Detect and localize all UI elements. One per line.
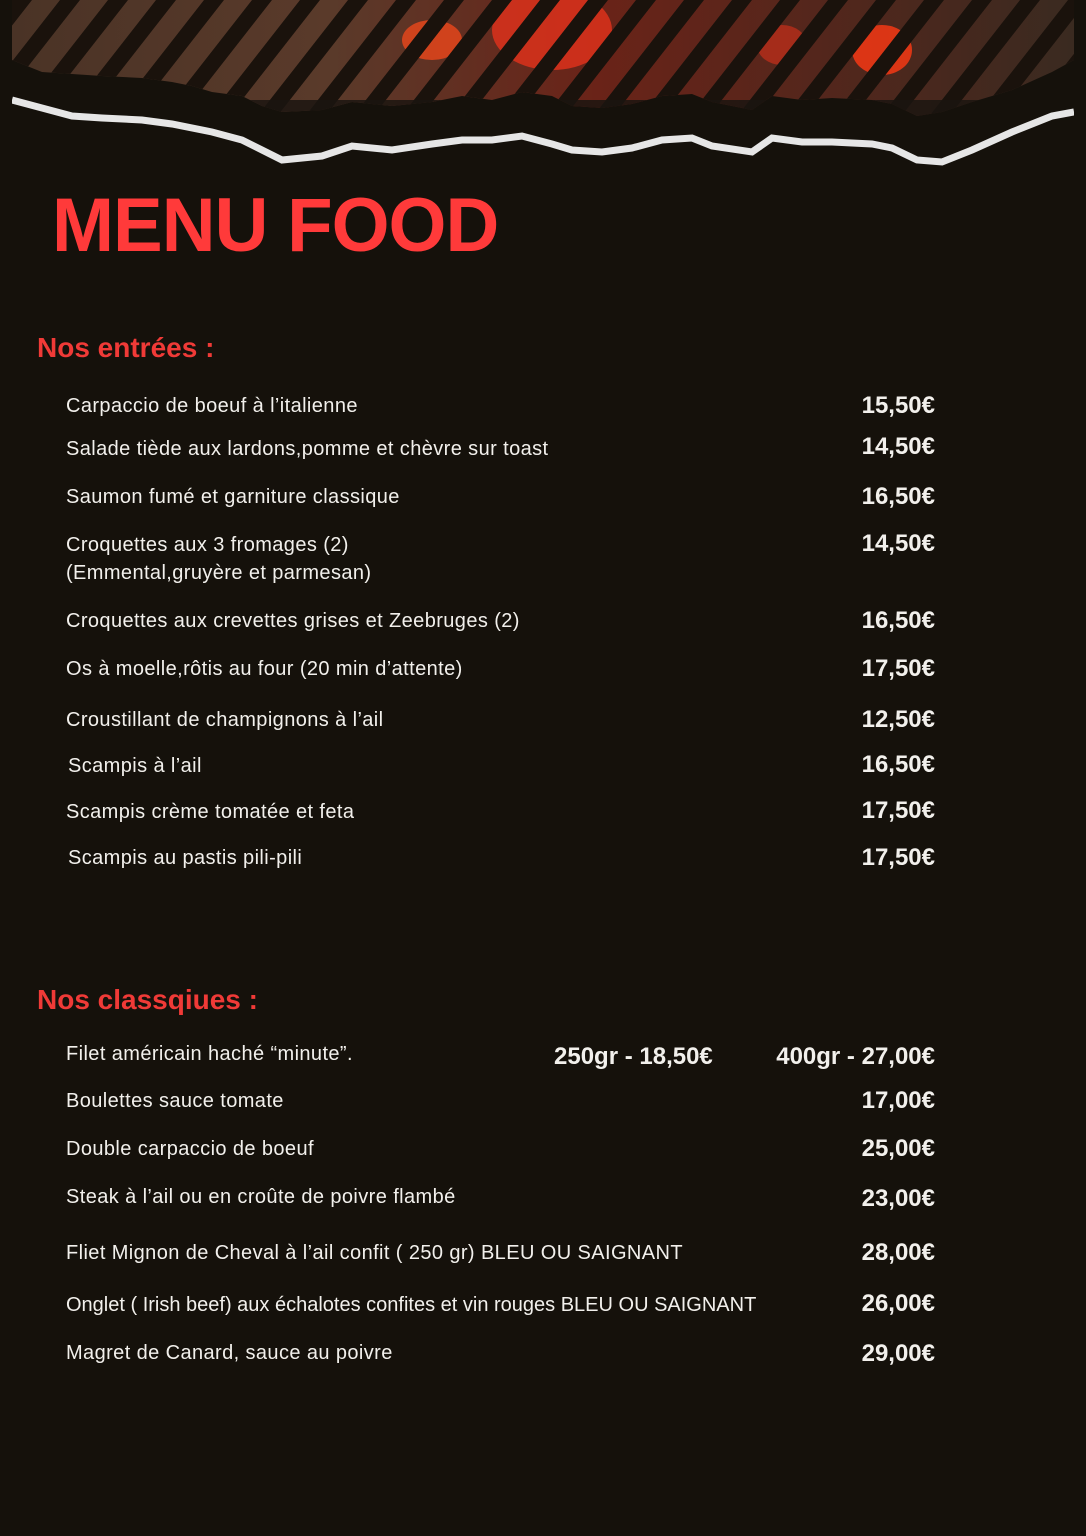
menu-item-price: 29,00€ (861, 1340, 935, 1367)
menu-item-name: Steak à l’ail ou en croûte de poivre flambé (66, 1186, 456, 1208)
menu-item-price: 17,50€ (861, 655, 935, 682)
menu-title: MENU FOOD (52, 183, 499, 268)
menu-item-name: Scampis à l’ail (68, 755, 202, 777)
menu-item-name: Croustillant de champignons à l’ail (66, 709, 384, 731)
menu-item-price: 14,50€ (861, 433, 935, 460)
menu-item-price: 28,00€ (861, 1239, 935, 1266)
menu-item-name: Croquettes aux crevettes grises et Zeebruges (2) (66, 610, 520, 632)
section-heading-classiques: Nos classqiues : (37, 984, 258, 1015)
menu-item-price: 26,00€ (861, 1290, 935, 1317)
menu-item-price: 16,50€ (861, 483, 935, 510)
menu-item-name: Onglet ( Irish beef) aux échalotes confites et vin rouges BLEU OU SAIGNANT (66, 1294, 757, 1316)
menu-item-price: 17,00€ (861, 1087, 935, 1114)
menu-item-price: 16,50€ (861, 607, 935, 634)
menu-item-name: Filet américain haché “minute”. (66, 1043, 353, 1065)
menu-item-name: Carpaccio de boeuf à l’italienne (66, 395, 358, 417)
menu-item-price: 25,00€ (861, 1135, 935, 1162)
menu-item-name: Double carpaccio de boeuf (66, 1138, 314, 1160)
menu-item-name: Os à moelle,rôtis au four (20 min d’attente) (66, 658, 463, 680)
menu-item-name: Boulettes sauce tomate (66, 1090, 284, 1112)
menu-item-price: 12,50€ (861, 706, 935, 733)
menu-item-price: 17,50€ (861, 844, 935, 871)
menu-item-price: 15,50€ (861, 392, 935, 419)
menu-item-name: Scampis crème tomatée et feta (66, 801, 355, 823)
menu-item-price-250gr: 250gr - 18,50€ (554, 1043, 713, 1070)
menu-item-name: Croquettes aux 3 fromages (2) (66, 534, 349, 556)
menu-item-name: Saumon fumé et garniture classique (66, 486, 400, 508)
grill-header-image (12, 0, 1074, 175)
menu-item-subtitle: (Emmental,gruyère et parmesan) (66, 562, 372, 584)
menu-item-price: 14,50€ (861, 530, 935, 557)
menu-item-name: Magret de Canard, sauce au poivre (66, 1342, 393, 1364)
menu-item-price: 16,50€ (861, 751, 935, 778)
menu-item-price-400gr: 400gr - 27,00€ (776, 1043, 935, 1070)
menu-item-name: Scampis au pastis pili-pili (68, 847, 303, 869)
menu-item-name: Salade tiède aux lardons,pomme et chèvre sur toast (66, 438, 549, 460)
menu-item-price: 17,50€ (861, 797, 935, 824)
section-heading-entrees: Nos entrées : (37, 332, 215, 363)
menu-item-name: Fliet Mignon de Cheval à l’ail confit ( 250 gr) BLEU OU SAIGNANT (66, 1242, 683, 1264)
menu-item-price: 23,00€ (861, 1185, 935, 1212)
